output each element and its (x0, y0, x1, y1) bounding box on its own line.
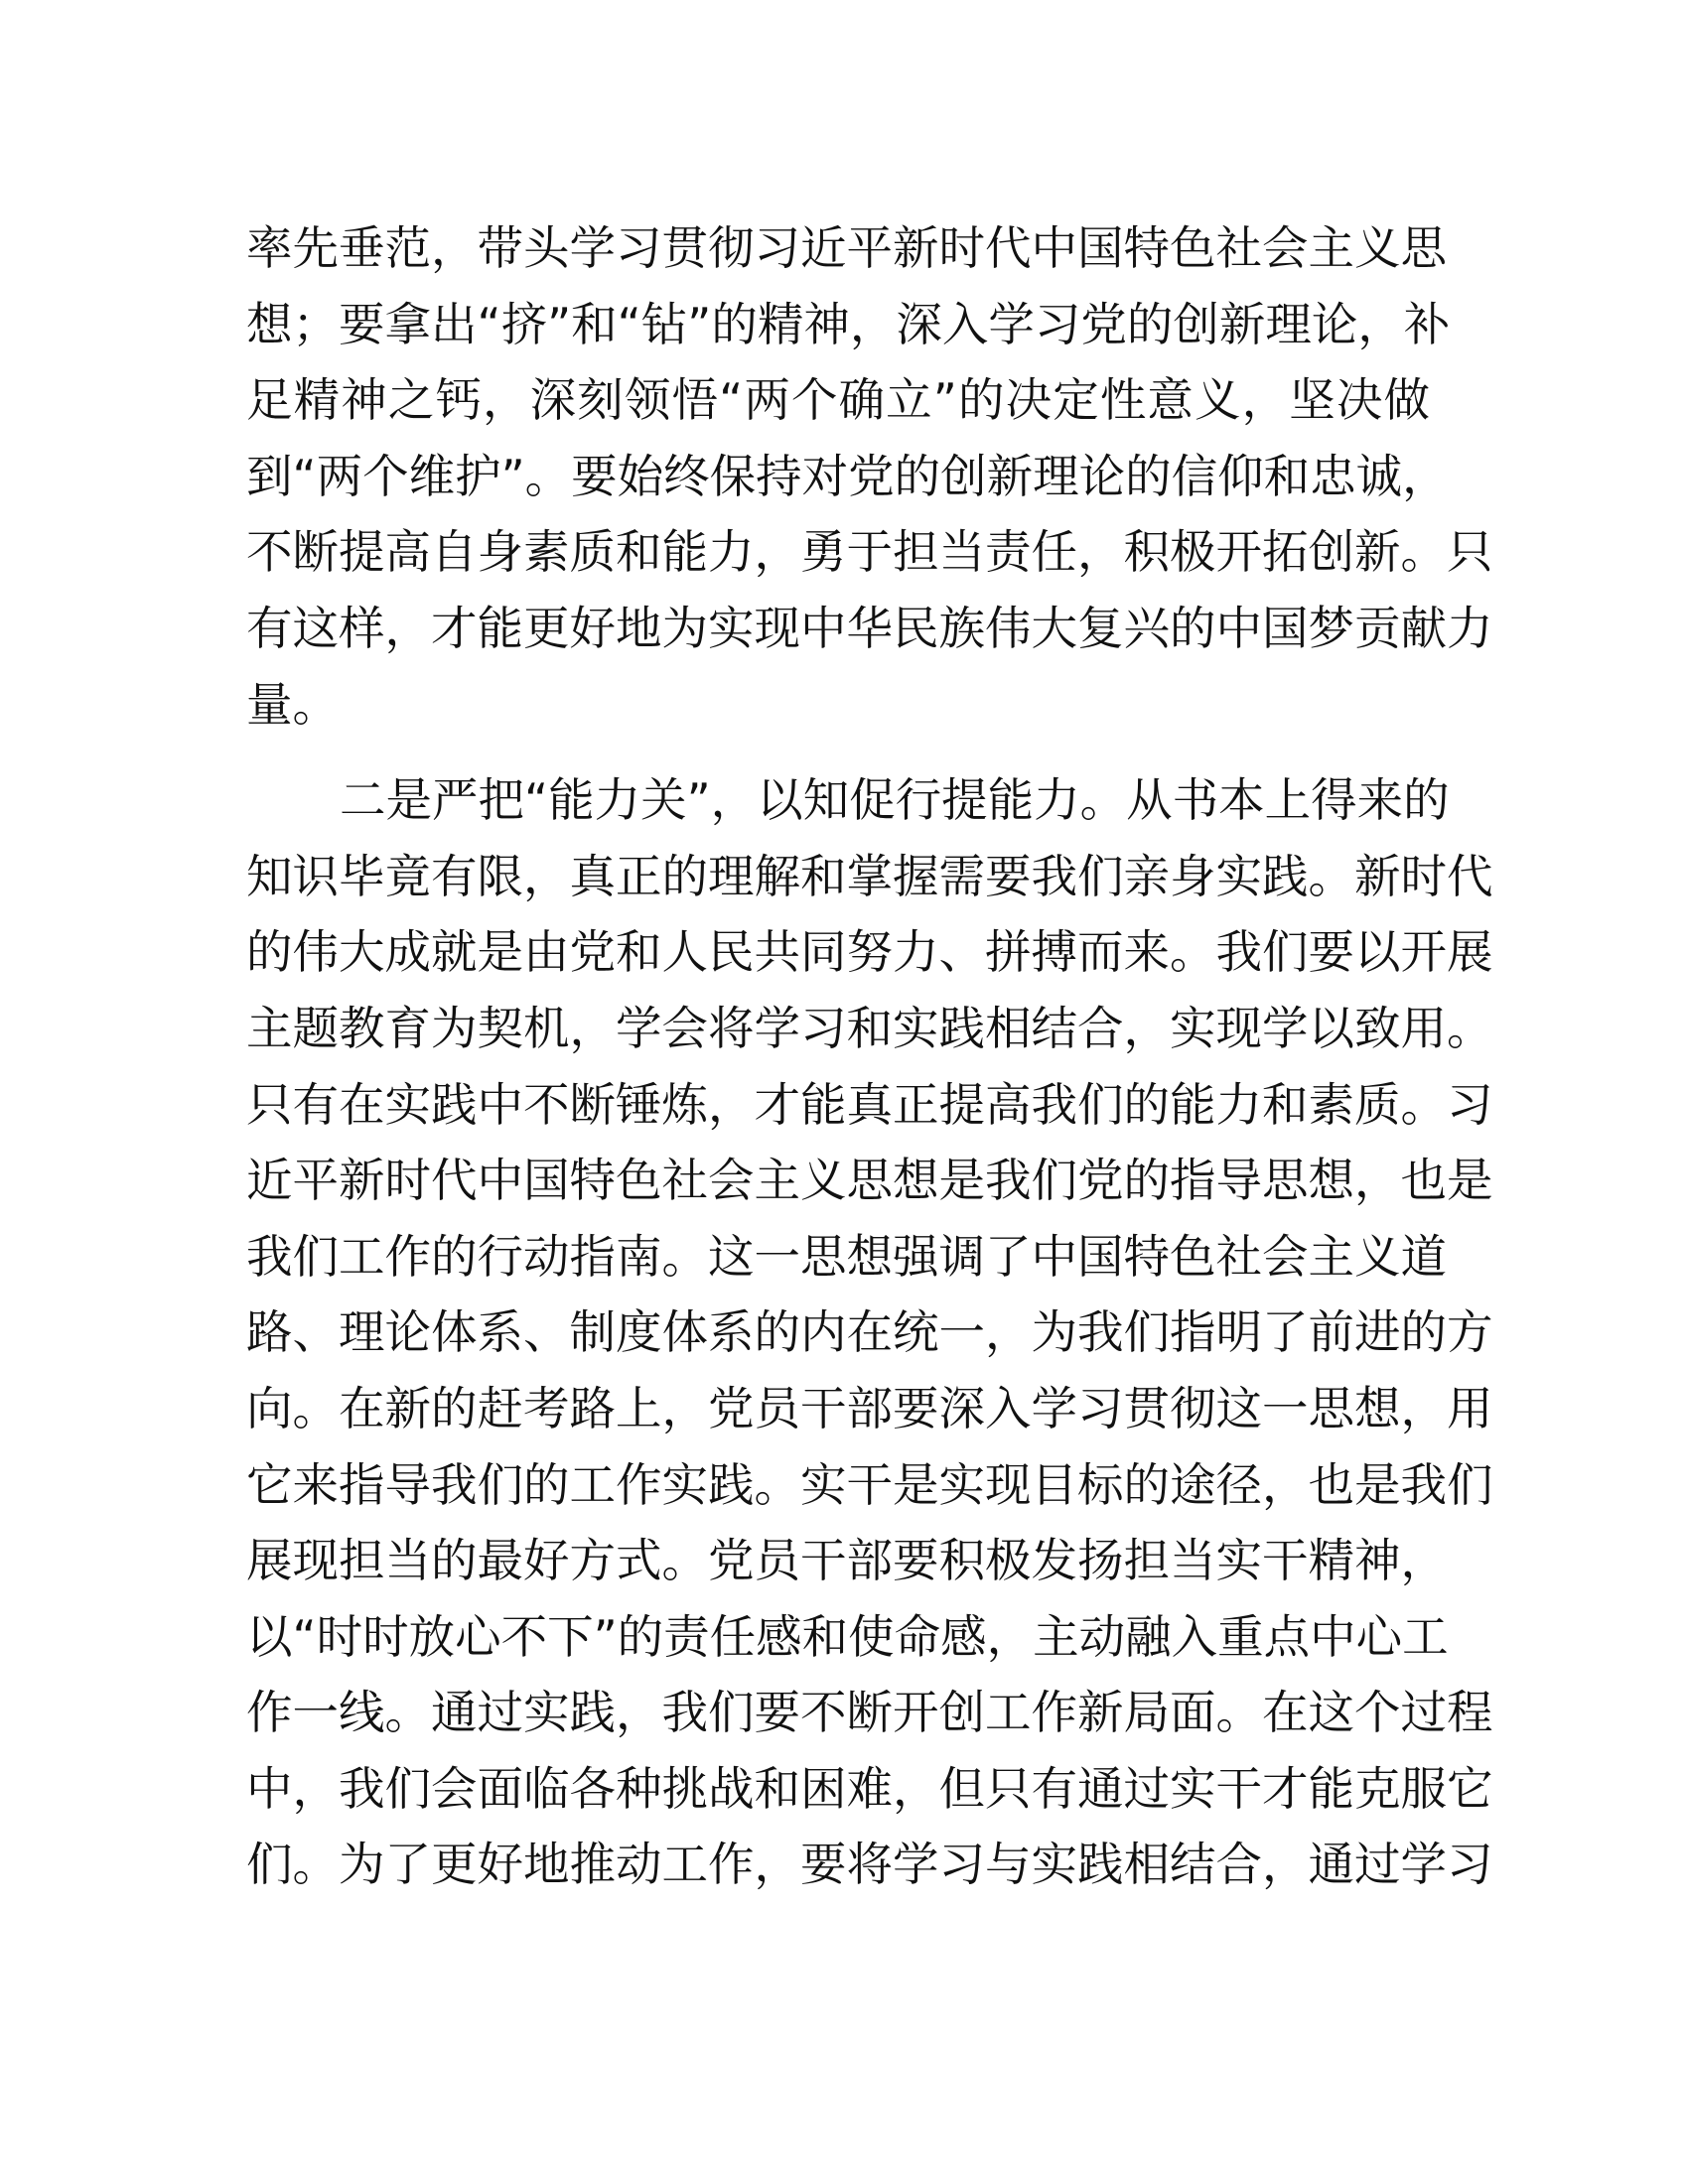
text-line: 我们工作的行动指南。这一思想强调了中国特色社会主义道 (246, 1229, 1447, 1284)
text-line: 有这样，才能更好地为实现中华民族伟大复兴的中国梦贡献力 (246, 601, 1493, 655)
text-line: 它来指导我们的工作实践。实干是实现目标的途径，也是我们 (246, 1457, 1493, 1512)
text-line: 主题教育为契机，学会将学习和实践相结合，实现学以致用。 (246, 1001, 1493, 1055)
text-line: 近平新时代中国特色社会主义思想是我们党的指导思想，也是 (246, 1154, 1493, 1208)
text-line: 足精神之钙，深刻领悟“两个确立”的决定性意义，坚决做 (246, 373, 1430, 428)
text-line: 以“时时放心不下”的责任感和使命感，主动融入重点中心工 (246, 1609, 1449, 1664)
text-line: 不断提高自身素质和能力，勇于担当责任，积极开拓创新。只 (246, 525, 1493, 580)
paragraph-ability (246, 762, 1493, 1903)
text-line: 作一线。通过实践，我们要不断开创工作新局面。在这个过程 (246, 1686, 1493, 1740)
text-line: 展现担当的最好方式。党员干部要积极发扬担当实干精神， (246, 1534, 1447, 1588)
text-line: 们。为了更好地推动工作，要将学习与实践相结合，通过学习 (246, 1838, 1493, 1892)
paragraph-gap (246, 743, 1430, 762)
text-line: 率先垂范，带头学习贯彻习近平新时代中国特色社会主义思 (246, 221, 1447, 275)
text-line: 知识毕竟有限，真正的理解和掌握需要我们亲身实践。新时代 (246, 849, 1493, 903)
text-line: 想；要拿出“挤”和“钻”的精神，深入学习党的创新理论，补 (246, 297, 1451, 351)
text-line: 向。在新的赶考路上，党员干部要深入学习贯彻这一思想，用 (246, 1381, 1493, 1435)
paragraph-continued (246, 210, 1493, 743)
text-line: 只有在实践中不断锤炼，才能真正提高我们的能力和素质。习 (246, 1077, 1493, 1132)
text-line: 中，我们会面临各种挑战和困难，但只有通过实干才能克服它 (246, 1761, 1493, 1816)
text-line: 的伟大成就是由党和人民共同努力、拼搏而来。我们要以开展 (246, 925, 1493, 980)
text-line: 到“两个维护”。要始终保持对党的创新理论的信仰和忠诚， (246, 449, 1449, 503)
text-line: 二是严把“能力关”，以知促行提能力。从书本上得来的 (340, 773, 1450, 828)
body-text (246, 210, 1493, 1903)
text-line: 路、理论体系、制度体系的内在统一，为我们指明了前进的方 (246, 1305, 1493, 1360)
text-line: 量。 (246, 677, 339, 732)
